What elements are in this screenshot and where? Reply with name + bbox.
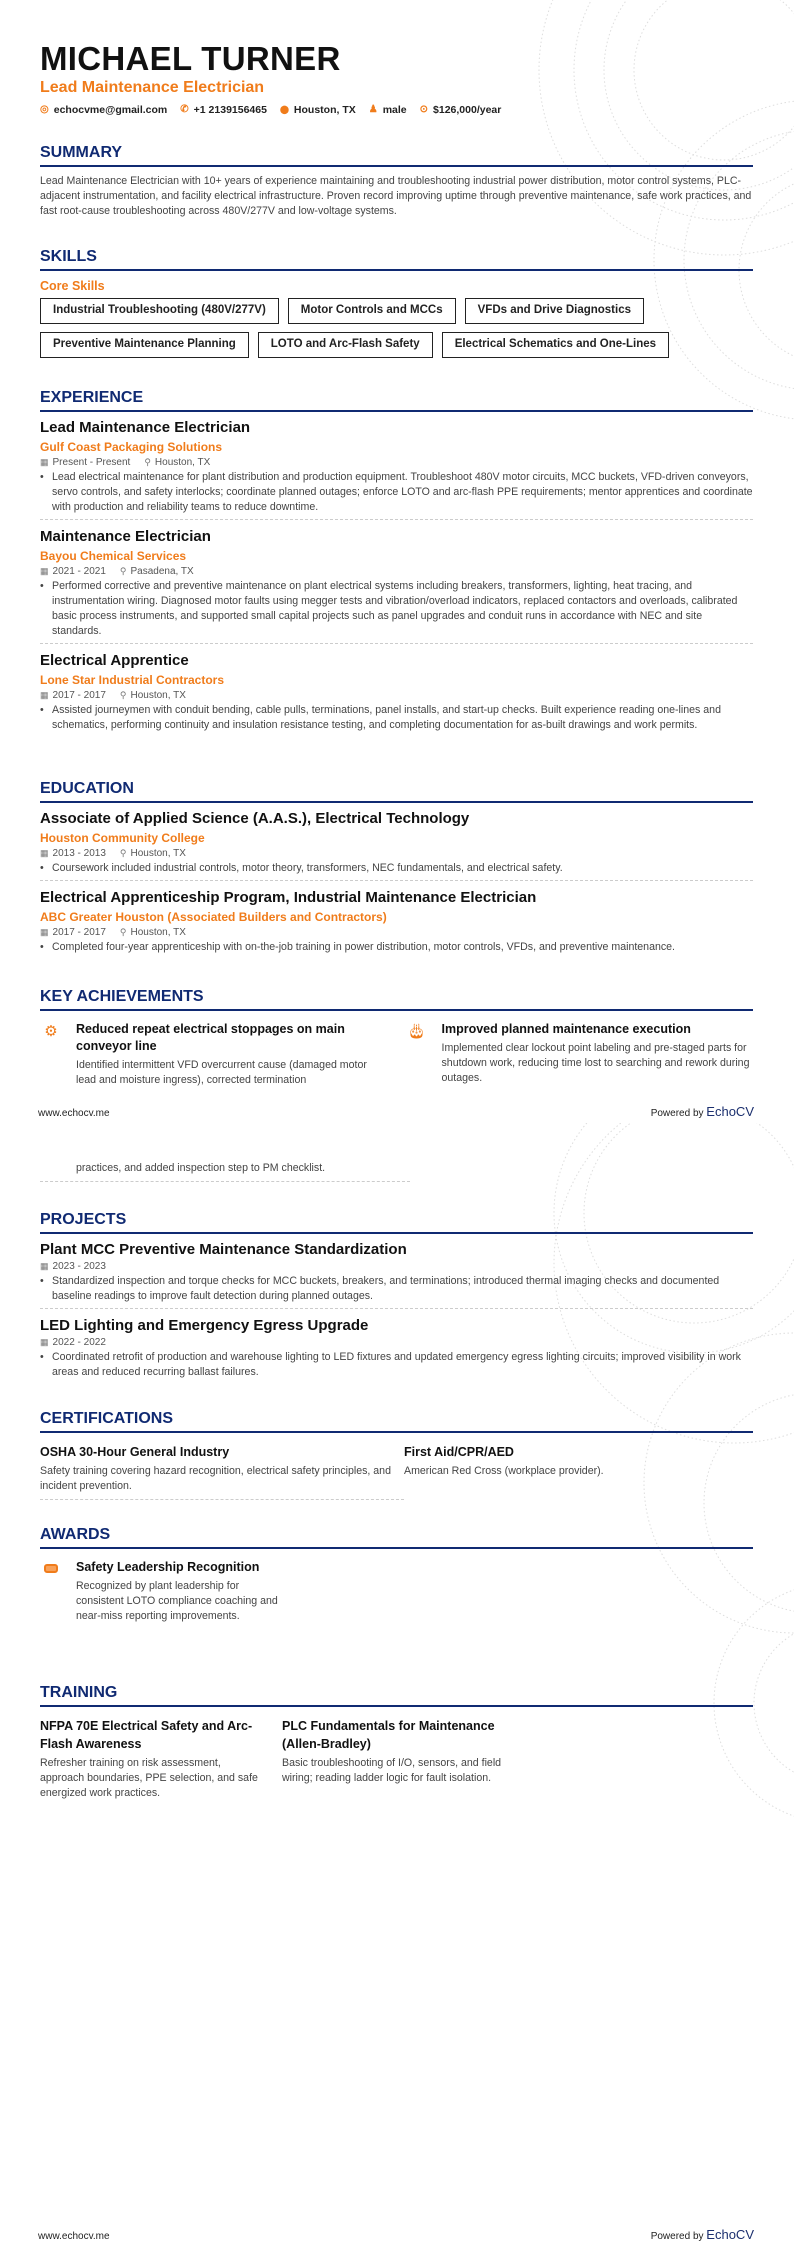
section-heading: EXPERIENCE xyxy=(40,388,753,412)
skill-tag: VFDs and Drive Diagnostics xyxy=(465,298,644,324)
award-title: Safety Leadership Recognition xyxy=(76,1560,260,1574)
achievement-title: Reduced repeat electrical stoppages on main conveyor line xyxy=(76,1022,345,1053)
training-item xyxy=(282,1717,506,1801)
location-icon: ⬤ xyxy=(279,105,289,114)
section-heading: TRAINING xyxy=(40,1683,753,1707)
header xyxy=(40,40,753,117)
section-heading: PROJECTS xyxy=(40,1210,753,1234)
footer-brand[interactable]: EchoCV xyxy=(706,2227,754,2242)
dates-text: 2017 - 2017 xyxy=(52,927,106,938)
skill-tags xyxy=(40,298,753,358)
certification-item xyxy=(40,1443,404,1500)
experience-entry xyxy=(40,652,753,737)
contact-text: male xyxy=(382,104,407,116)
certification-text: American Red Cross (workplace provider). xyxy=(404,1465,604,1477)
location-text: Houston, TX xyxy=(130,690,186,701)
bullet-dot: • xyxy=(40,704,44,716)
bullet-dot: • xyxy=(40,1275,44,1287)
candidate-title: Lead Maintenance Electrician xyxy=(40,79,265,96)
calendar-icon: ▦ xyxy=(40,457,49,467)
experience-entry xyxy=(40,419,753,520)
entry-meta xyxy=(40,1335,753,1350)
calendar-icon: ▦ xyxy=(40,927,49,937)
entry-title: Electrical Apprenticeship Program, Industrial Maintenance Electrician xyxy=(40,889,537,906)
dates-text: 2021 - 2021 xyxy=(52,566,106,577)
education-entry xyxy=(40,810,753,881)
projects-section xyxy=(40,1210,753,1392)
location-pin-icon: ⚲ xyxy=(119,848,127,858)
entry-dates xyxy=(40,455,130,470)
awards-section xyxy=(40,1525,753,1624)
section-heading: EDUCATION xyxy=(40,779,753,803)
entry-title: Electrical Apprentice xyxy=(40,652,189,669)
award-item xyxy=(40,1556,280,1624)
certification-item xyxy=(404,1443,753,1500)
entry-organization: Gulf Coast Packaging Solutions xyxy=(40,440,223,454)
email-icon: ◎ xyxy=(40,104,49,115)
calendar-icon: ▦ xyxy=(40,848,49,858)
achievements-section xyxy=(40,987,753,1088)
section-heading: SUMMARY xyxy=(40,143,753,167)
cake-icon: 🎂︎ xyxy=(406,1023,427,1040)
contact-item xyxy=(40,103,167,117)
bullet-text: Standardized inspection and torque checks for MCC buckets, breakers, and terminations; introduced thermal imaging checks and documented baseline readings to improve fault detection during planned outages. xyxy=(52,1275,720,1302)
certification-title: First Aid/CPR/AED xyxy=(404,1445,514,1459)
bullet-dot: • xyxy=(40,941,44,953)
skill-tag: LOTO and Arc-Flash Safety xyxy=(258,332,433,358)
bullet-dot: • xyxy=(40,1351,44,1363)
footer-brand[interactable]: EchoCV xyxy=(706,1104,754,1119)
achievement-text: practices, and added inspection step to PM checklist. xyxy=(76,1162,326,1174)
gear-icon: ⚙ xyxy=(44,1023,58,1040)
location-pin-icon: ⚲ xyxy=(119,566,127,576)
footer-powered: Powered by xyxy=(650,2231,704,2242)
entry-title: Maintenance Electrician xyxy=(40,528,211,545)
bullet-item xyxy=(40,470,753,515)
education-section xyxy=(40,779,753,967)
entry-location xyxy=(144,455,210,470)
entry-location xyxy=(120,925,186,940)
skill-tag: Preventive Maintenance Planning xyxy=(40,332,249,358)
person-icon: ♟ xyxy=(368,104,378,115)
calendar-icon: ▦ xyxy=(40,1337,49,1347)
achievement-title: Improved planned maintenance execution xyxy=(441,1022,691,1036)
achievement-text: Implemented clear lockout point labeling and pre-staged parts for shutdown work, reducing time lost to searching and rework during outages. xyxy=(441,1042,750,1084)
certification-text: Safety training covering hazard recognition, electrical safety principles, and incident prevention. xyxy=(40,1465,391,1492)
bullet-dot: • xyxy=(40,862,44,874)
resume-page-2 xyxy=(0,1123,794,2246)
footer xyxy=(38,1104,754,1119)
entry-title: LED Lighting and Emergency Egress Upgrade xyxy=(40,1317,369,1334)
entry-meta xyxy=(40,455,753,470)
entry-dates xyxy=(40,846,106,861)
certifications-section xyxy=(40,1409,753,1500)
skill-tag: Industrial Troubleshooting (480V/277V) xyxy=(40,298,279,324)
entry-meta xyxy=(40,564,753,579)
training-title: NFPA 70E Electrical Safety and Arc-Flash Awareness xyxy=(40,1719,253,1751)
entry-meta xyxy=(40,688,753,703)
contact-item xyxy=(420,103,502,117)
phone-icon: ✆ xyxy=(180,104,189,115)
entry-organization: Lone Star Industrial Contractors xyxy=(40,673,225,687)
money-icon: ⊙ xyxy=(419,104,429,115)
section-heading: CERTIFICATIONS xyxy=(40,1409,753,1433)
award-text: Recognized by plant leadership for consistent LOTO compliance coaching and near-miss reporting improvements. xyxy=(76,1580,278,1622)
location-text: Pasadena, TX xyxy=(130,566,194,577)
bullet-text: Coordinated retrofit of production and warehouse lighting to LED fixtures and updated emergency egress lighting circuits; improved visibility in work areas and reduced recurring ballast failures. xyxy=(52,1351,741,1378)
entry-location xyxy=(120,846,186,861)
entry-organization: Bayou Chemical Services xyxy=(40,549,187,563)
dates-text: 2023 - 2023 xyxy=(52,1261,106,1272)
location-pin-icon: ⚲ xyxy=(119,927,127,937)
training-text: Refresher training on risk assessment, approach boundaries, PPE selection, and safe energized work practices. xyxy=(40,1757,258,1799)
entry-meta xyxy=(40,1259,753,1274)
entry-title: Lead Maintenance Electrician xyxy=(40,419,251,436)
dates-text: 2017 - 2017 xyxy=(52,690,106,701)
footer xyxy=(38,2227,754,2242)
entry-title: Plant MCC Preventive Maintenance Standardization xyxy=(40,1241,407,1258)
projects-entry xyxy=(40,1317,753,1384)
achievement-continuation xyxy=(40,1161,410,1182)
section-heading: KEY ACHIEVEMENTS xyxy=(40,987,753,1011)
location-pin-icon: ⚲ xyxy=(144,457,151,467)
entry-organization: Houston Community College xyxy=(40,831,205,845)
bullet-text: Assisted journeymen with conduit bending, cable pulls, terminations, panel installs, and start-up checks. Built experience reading one-lines and schematics, performing continuity and insulation resistance testing, and completing documentation for as-built drawings and work permits. xyxy=(52,704,721,731)
bullet-text: Completed four-year apprenticeship with on-the-job training in power distribution, motor controls, VFDs, and preventive maintenance. xyxy=(52,941,675,953)
projects-entry xyxy=(40,1241,753,1309)
contact-item xyxy=(369,103,407,117)
bullet-item xyxy=(40,1274,753,1304)
education-entry xyxy=(40,889,753,959)
entry-dates xyxy=(40,688,106,703)
entry-location xyxy=(120,564,194,579)
award-icon xyxy=(40,1559,62,1624)
location-text: Houston, TX xyxy=(154,457,211,468)
dates-text: Present - Present xyxy=(52,457,131,468)
entry-dates xyxy=(40,925,106,940)
training-title: PLC Fundamentals for Maintenance (Allen-Bradley) xyxy=(282,1719,495,1751)
candidate-name: MICHAEL TURNER xyxy=(40,40,341,77)
contact-text: Houston, TX xyxy=(293,104,356,116)
location-text: Houston, TX xyxy=(130,848,186,859)
footer-site-link[interactable]: www.echocv.me xyxy=(38,1108,110,1119)
bullet-dot: • xyxy=(40,580,44,592)
footer-powered: Powered by xyxy=(650,1108,704,1119)
skills-section xyxy=(40,247,753,358)
entry-organization: ABC Greater Houston (Associated Builders and Contractors) xyxy=(40,910,387,924)
bullet-text: Performed corrective and preventive maintenance on plant electrical systems including breakers, transformers, lighting, heat tracing, and instrumentation wiring. Diagnosed motor faults using megger tests and vibration/overload indicators, replaced contactors and overloads, calibrated basic process instruments, and supported small capital projects such as panel upgrades and conduit runs in accordance with NEC and site standards. xyxy=(52,580,738,637)
contact-item xyxy=(280,103,356,117)
bullet-item xyxy=(40,1350,753,1380)
bullet-item xyxy=(40,940,753,955)
certification-title: OSHA 30-Hour General Industry xyxy=(40,1445,230,1459)
entry-location xyxy=(120,688,186,703)
section-heading: AWARDS xyxy=(40,1525,753,1549)
summary-section xyxy=(40,143,753,219)
achievement-item xyxy=(406,1021,754,1088)
entry-meta xyxy=(40,846,753,861)
experience-section xyxy=(40,388,753,745)
entry-meta xyxy=(40,925,753,940)
dates-text: 2022 - 2022 xyxy=(52,1337,106,1348)
training-section xyxy=(40,1683,753,1801)
training-text: Basic troubleshooting of I/O, sensors, and field wiring; reading ladder logic for fault isolation. xyxy=(282,1757,502,1784)
calendar-icon: ▦ xyxy=(40,690,49,700)
entry-title: Associate of Applied Science (A.A.S.), Electrical Technology xyxy=(40,810,470,827)
bullet-item xyxy=(40,579,753,639)
contact-text: echocvme@gmail.com xyxy=(53,104,168,116)
skill-group-label: Core Skills xyxy=(40,279,105,293)
training-item xyxy=(40,1717,264,1801)
location-pin-icon: ⚲ xyxy=(119,690,127,700)
achievement-text: Identified intermittent VFD overcurrent cause (damaged motor lead and moisture ingress), corrected termination xyxy=(76,1059,367,1086)
bullet-text: Lead electrical maintenance for plant distribution and production equipment. Troubleshoot 480V motor circuits, MCC buckets, VFD-driven conveyors, servo controls, and safety interlocks; coordinate planned outages; enforce LOTO and arc-flash PPE requirements; mentor apprentices and coordinate with production and reliability teams to reduce downtime. xyxy=(52,471,753,513)
bullet-text: Coursework included industrial controls, motor theory, transformers, NEC fundamentals, and electrical safety. xyxy=(52,862,563,874)
bullet-dot: • xyxy=(40,471,44,483)
section-heading: SKILLS xyxy=(40,247,753,271)
entry-dates xyxy=(40,1335,106,1350)
skill-tag: Motor Controls and MCCs xyxy=(288,298,456,324)
contact-item xyxy=(180,103,267,117)
skill-tag: Electrical Schematics and One-Lines xyxy=(442,332,669,358)
calendar-icon: ▦ xyxy=(40,566,49,576)
bullet-item xyxy=(40,861,753,876)
footer-site-link[interactable]: www.echocv.me xyxy=(38,2231,110,2242)
achievement-item xyxy=(40,1021,388,1088)
calendar-icon: ▦ xyxy=(40,1261,49,1271)
entry-dates xyxy=(40,1259,106,1274)
summary-text: Lead Maintenance Electrician with 10+ years of experience maintaining and troubleshooting industrial power distribution, motor control systems, PLC-adjacent instrumentation, and facility electrical infrastructure. Proven record improving uptime through preventive maintenance, safe work practices, and fast root-cause troubleshooting across 480V/277V and low-voltage systems. xyxy=(40,175,752,217)
entry-dates xyxy=(40,564,106,579)
dates-text: 2013 - 2013 xyxy=(52,848,106,859)
contact-text: $126,000/year xyxy=(433,104,502,116)
contact-text: +1 2139156465 xyxy=(193,104,267,116)
location-text: Houston, TX xyxy=(130,927,186,938)
bullet-item xyxy=(40,703,753,733)
experience-entry xyxy=(40,528,753,644)
contact-row xyxy=(40,103,753,117)
